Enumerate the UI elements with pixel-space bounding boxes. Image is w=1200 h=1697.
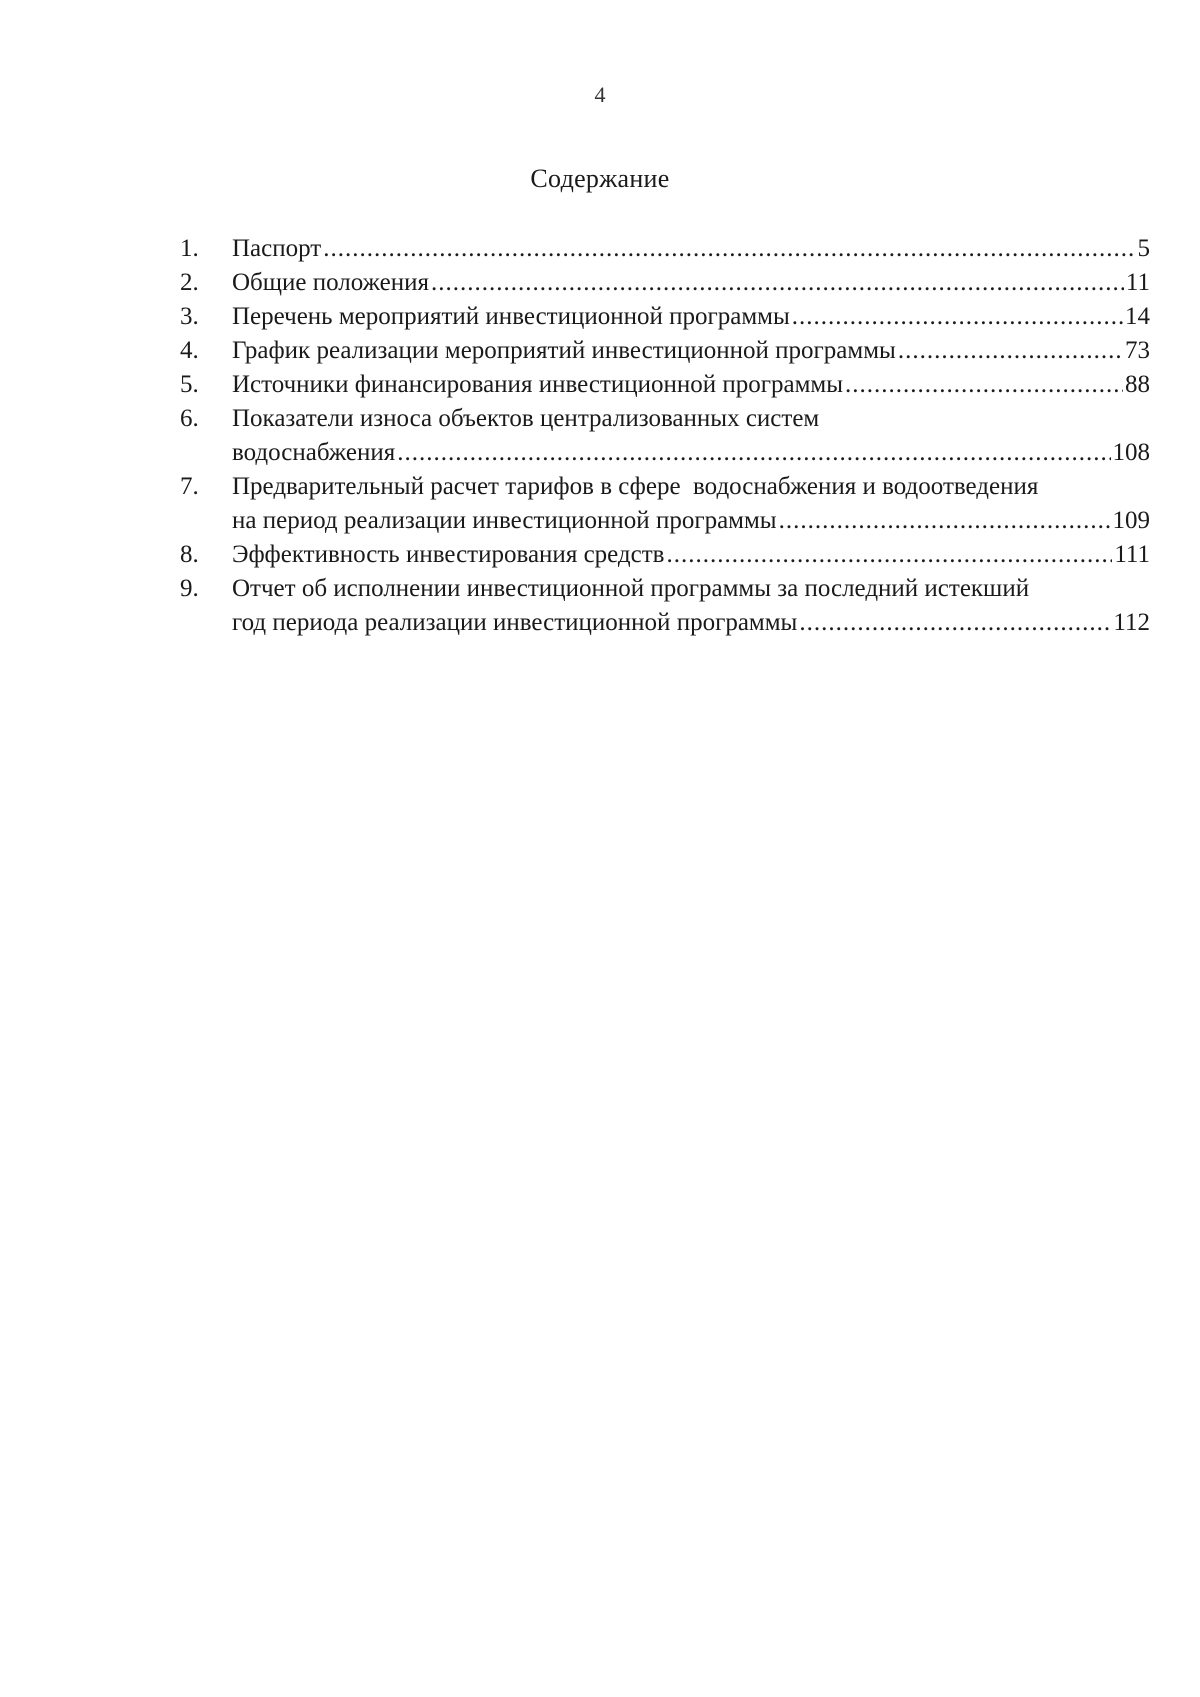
dot-leader: [397, 436, 1110, 470]
toc-entry-title: Перечень мероприятий инвестиционной программы: [232, 303, 790, 330]
toc-entry-5[interactable]: [180, 368, 1150, 402]
toc-entry-page: 88: [1125, 371, 1150, 398]
toc-entry-6[interactable]: [180, 402, 1150, 470]
dot-leader: [666, 538, 1112, 572]
toc-entry-page: 112: [1113, 609, 1150, 636]
toc-entry-2[interactable]: [180, 266, 1150, 300]
toc-entry-3[interactable]: [180, 300, 1150, 334]
toc-entry-title: Эффективность инвестирования средств: [232, 541, 665, 568]
dot-leader: [323, 232, 1135, 266]
toc-entry-number: 2.: [180, 269, 199, 296]
toc-entry-number: 3.: [180, 303, 199, 330]
toc-entry-page: 109: [1112, 507, 1150, 534]
toc-entry-page: 73: [1125, 337, 1150, 364]
toc-entry-page: 5: [1137, 235, 1150, 262]
toc-entry-number: 9.: [180, 575, 199, 602]
toc-entry-4[interactable]: [180, 334, 1150, 368]
toc-entry-page: 111: [1114, 541, 1150, 568]
dot-leader: [898, 334, 1123, 368]
dot-leader: [799, 606, 1111, 640]
table-of-contents: [180, 232, 1150, 640]
toc-entry-title: Предварительный расчет тарифов в сфере водоснабжения и водоотведения: [232, 473, 1039, 500]
toc-entry-page: 108: [1112, 439, 1150, 466]
dot-leader: [845, 368, 1123, 402]
toc-entry-8[interactable]: [180, 538, 1150, 572]
page-number: 4: [594, 82, 606, 107]
toc-entry-number: 1.: [180, 235, 199, 262]
toc-entry-number: 4.: [180, 337, 199, 364]
toc-entry-title: Источники финансирования инвестиционной программы: [232, 371, 844, 398]
toc-title: Содержание: [530, 164, 670, 193]
toc-entry-title: Показатели износа объектов централизованных систем: [232, 405, 820, 432]
toc-entry-number: 7.: [180, 473, 199, 500]
toc-entry-7[interactable]: [180, 470, 1150, 538]
toc-entry-title: Отчет об исполнении инвестиционной программы за последний истекший: [232, 575, 1030, 602]
dot-leader: [779, 504, 1111, 538]
toc-entry-page: 14: [1125, 303, 1150, 330]
toc-entry-1[interactable]: [180, 232, 1150, 266]
toc-entry-number: 5.: [180, 371, 199, 398]
toc-entry-title-continued: на период реализации инвестиционной программы: [232, 507, 777, 534]
toc-entry-title: Общие положения: [232, 269, 429, 296]
toc-entry-page: 11: [1125, 269, 1150, 296]
dot-leader: [431, 266, 1124, 300]
toc-entry-title: Паспорт: [232, 235, 322, 262]
toc-entry-title: График реализации мероприятий инвестиционной программы: [232, 337, 896, 364]
dot-leader: [792, 300, 1123, 334]
toc-entry-number: 6.: [180, 405, 199, 432]
toc-entry-number: 8.: [180, 541, 199, 568]
toc-entry-9[interactable]: [180, 572, 1150, 640]
toc-entry-title-continued: водоснабжения: [232, 439, 396, 466]
toc-entry-title-continued: год периода реализации инвестиционной программы: [232, 609, 798, 636]
